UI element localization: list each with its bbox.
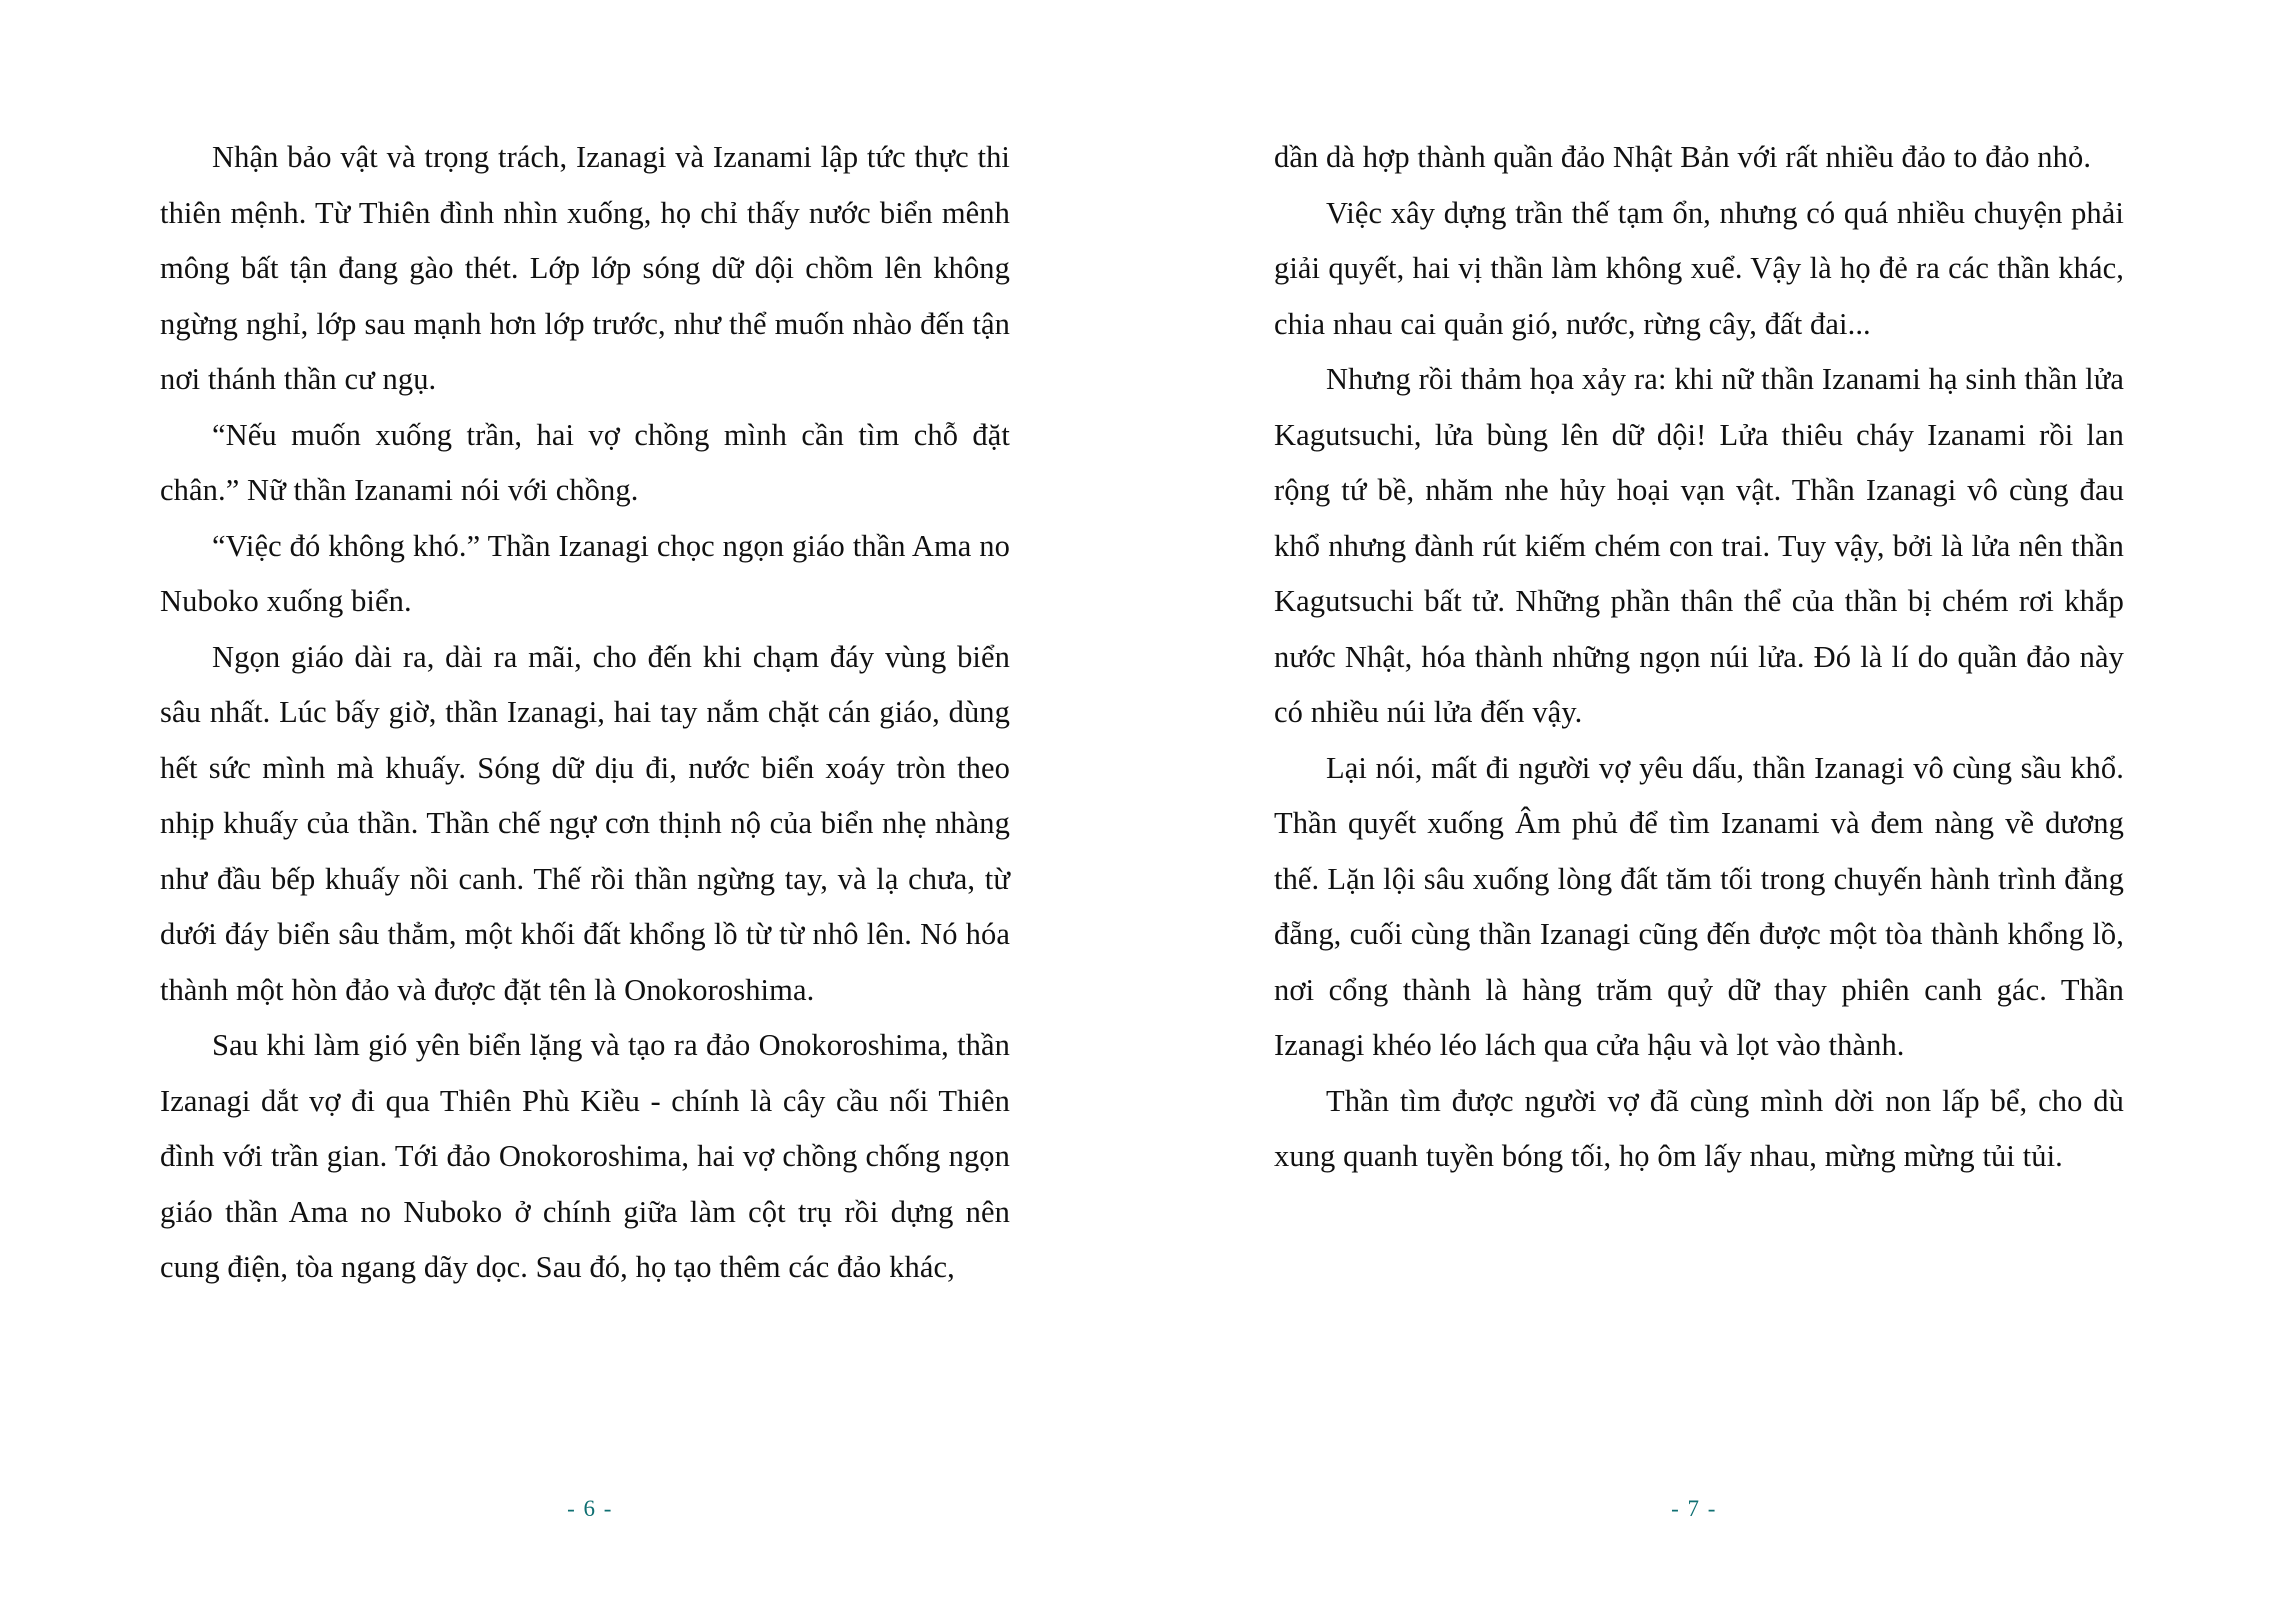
paragraph: Lại nói, mất đi người vợ yêu dấu, thần Izanagi vô cùng sầu khổ. Thần quyết xuống Âm phủ để tìm Izanami và đem nàng về dương thế. Lặn lội sâu xuống lòng đất tăm tối trong chuyến hành trình đằng đẵng, cuối cùng thần Izanagi cũng đến được một tòa thành khổng lồ, nơi cổng thành là hàng trăm quỷ dữ thay phiên canh gác. Thần Izanagi khéo léo lách qua cửa hậu và lọt vào thành.	[1274, 750, 2124, 1062]
paragraph: Việc xây dựng trần thế tạm ổn, nhưng có quá nhiều chuyện phải giải quyết, hai vị thần làm không xuể. Vậy là họ đẻ ra các thần khác, chia nhau cai quản gió, nước, rừng cây, đất đai...	[1274, 195, 2124, 341]
page-number-left: - 6 -	[567, 1496, 613, 1521]
page-number-right: - 7 -	[1671, 1496, 1717, 1521]
page-right	[1264, 130, 2124, 1550]
paragraph: “Nếu muốn xuống trần, hai vợ chồng mình cần tìm chỗ đặt chân.” Nữ thần Izanami nói với chồng.	[160, 417, 1010, 507]
paragraph: Sau khi làm gió yên biển lặng và tạo ra đảo Onokoroshima, thần Izanagi dắt vợ đi qua Thiên Phù Kiều - chính là cây cầu nối Thiên đình với trần gian. Tới đảo Onokoroshima, hai vợ chồng chống ngọn giáo thần Ama no Nuboko ở chính giữa làm cột trụ rồi dựng nên cung điện, tòa ngang dãy dọc. Sau đó, họ tạo thêm các đảo khác,	[160, 1028, 1010, 1284]
page-left	[160, 130, 1020, 1550]
paragraph: “Việc đó không khó.” Thần Izanagi chọc ngọn giáo thần Ama no Nuboko xuống biển.	[160, 528, 1010, 618]
paragraph: Nhưng rồi thảm họa xảy ra: khi nữ thần Izanami hạ sinh thần lửa Kagutsuchi, lửa bùng lên dữ dội! Lửa thiêu cháy Izanami rồi lan rộng tứ bề, nhăm nhe hủy hoại vạn vật. Thần Izanagi vô cùng đau khổ nhưng đành rút kiếm chém con trai. Tuy vậy, bởi là lửa nên thần Kagutsuchi bất tử. Những phần thân thể của thần bị chém rơi khắp nước Nhật, hóa thành những ngọn núi lửa. Đó là lí do quần đảo này có nhiều núi lửa đến vậy.	[1274, 362, 2124, 729]
paragraph: Ngọn giáo dài ra, dài ra mãi, cho đến khi chạm đáy vùng biển sâu nhất. Lúc bấy giờ, thần Izanagi, hai tay nắm chặt cán giáo, dùng hết sức mình mà khuấy. Sóng dữ dịu đi, nước biển xoáy tròn theo nhịp khuấy của thần. Thần chế ngự cơn thịnh nộ của biển nhẹ nhàng như đầu bếp khuấy nồi canh. Thế rồi thần ngừng tay, và lạ chưa, từ dưới đáy biển sâu thẳm, một khối đất khổng lồ từ từ nhô lên. Nó hóa thành một hòn đảo và được đặt tên là Onokoroshima.	[160, 639, 1010, 1007]
page-right-body	[1274, 130, 2124, 1550]
paragraph: Thần tìm được người vợ đã cùng mình dời non lấp bể, cho dù xung quanh tuyền bóng tối, họ ôm lấy nhau, mừng mừng tủi tủi.	[1274, 1083, 2124, 1173]
paragraph: Nhận bảo vật và trọng trách, Izanagi và Izanami lập tức thực thi thiên mệnh. Từ Thiên đình nhìn xuống, họ chỉ thấy nước biển mênh mông bất tận đang gào thét. Lớp lớp sóng dữ dội chồm lên không ngừng nghỉ, lớp sau mạnh hơn lớp trước, như thể muốn nhào đến tận nơi thánh thần cư ngụ.	[160, 140, 1010, 396]
page-left-body	[160, 130, 1010, 1550]
paragraph: dần dà hợp thành quần đảo Nhật Bản với rất nhiều đảo to đảo nhỏ.	[1274, 140, 2092, 174]
